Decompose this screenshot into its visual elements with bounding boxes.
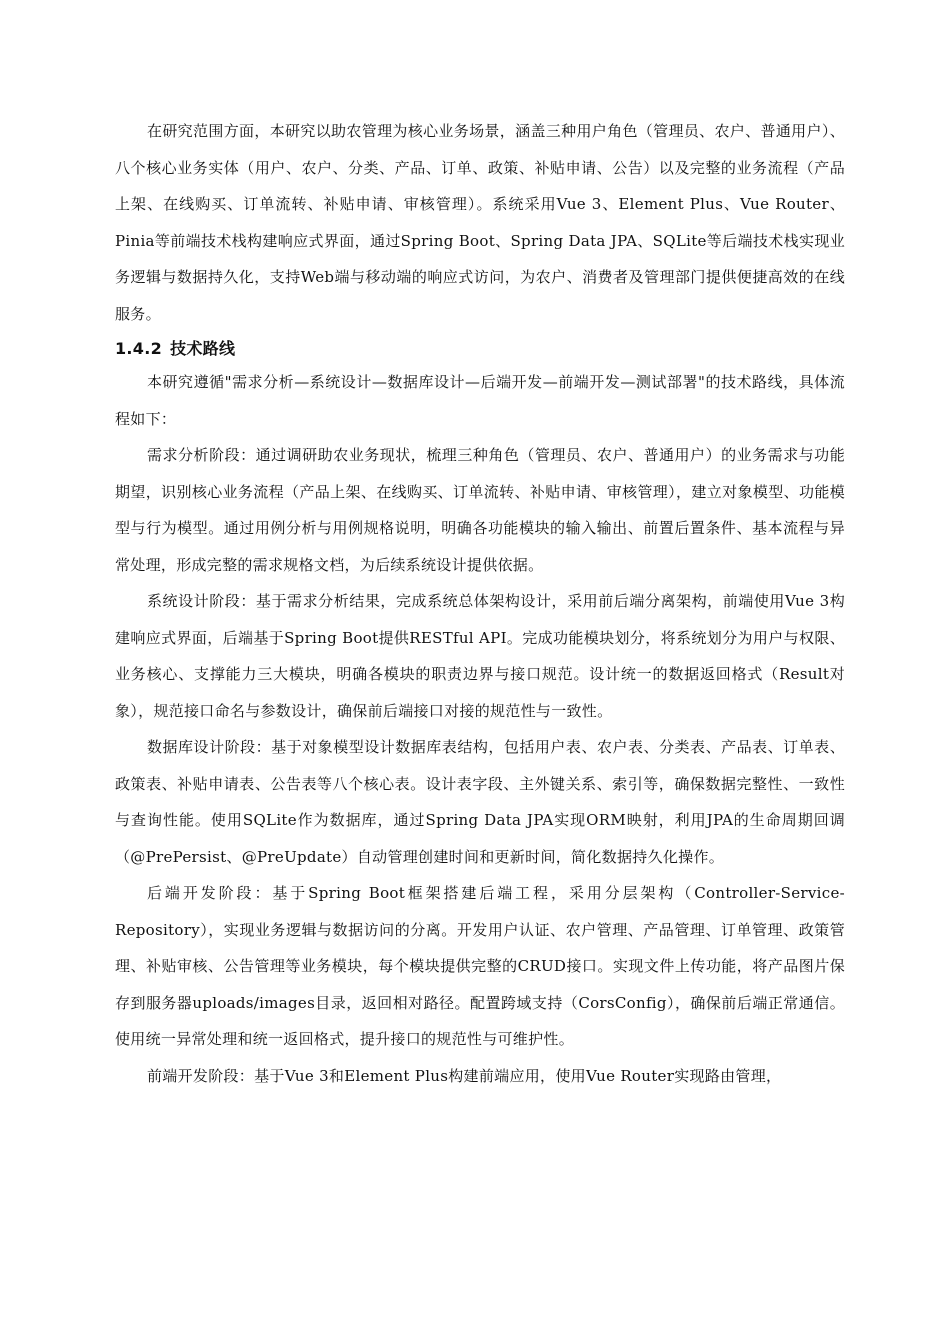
- paragraph-frontend-development: 前端开发阶段：基于Vue 3和Element Plus构建前端应用，使用Vue Router实现路由管理，: [147, 1066, 782, 1085]
- paragraph-database-design: 数据库设计阶段：基于对象模型设计数据库表结构，包括用户表、农户表、分类表、产品表、订单表、政策表、补贴申请表、公告表等八个核心表。设计表字段、主外键关系、索引等，确保数据完整性、一致性与查询性能。使用SQLite作为数据库，通过Spring Data JPA实现ORM映射，利用JPA的生命周期回调（@PrePersist、@PreUpdate）自动管理创建时间和更新时间，简化数据持久化操作。: [115, 738, 845, 866]
- section-heading: [115, 336, 845, 362]
- section-number: 1.4.2: [115, 339, 163, 358]
- paragraph-research-scope: 在研究范围方面，本研究以助农管理为核心业务场景，涵盖三种用户角色（管理员、农户、普通用户）、八个核心业务实体（用户、农户、分类、产品、订单、政策、补贴申请、公告）以及完整的业务流程（产品上架、在线购买、订单流转、补贴申请、审核管理）。系统采用Vue 3、Element Plus、Vue Router、Pinia等前端技术栈构建响应式界面，通过Spring Boot、Spring Data JPA、SQLite等后端技术栈实现业务逻辑与数据持久化，支持Web端与移动端的响应式访问，为农户、消费者及管理部门提供便捷高效的在线服务。: [115, 122, 845, 323]
- paragraph-technical-route-intro: 本研究遵循"需求分析—系统设计—数据库设计—后端开发—前端开发—测试部署"的技术路线，具体流程如下：: [115, 373, 845, 428]
- paragraph-backend-development: 后端开发阶段：基于Spring Boot框架搭建后端工程，采用分层架构（Controller-Service-Repository），实现业务逻辑与数据访问的分离。开发用户认证、农户管理、产品管理、订单管理、政策管理、补贴审核、公告管理等业务模块，每个模块提供完整的CRUD接口。实现文件上传功能，将产品图片保存到服务器uploads/images目录，返回相对路径。配置跨域支持（CorsConfig），确保前后端正常通信。使用统一异常处理和统一返回格式，提升接口的规范性与可维护性。: [115, 884, 845, 1048]
- section-title: 技术路线: [170, 339, 236, 358]
- document-content: [115, 113, 845, 1094]
- paragraph-requirements-analysis: 需求分析阶段：通过调研助农业务现状，梳理三种角色（管理员、农户、普通用户）的业务需求与功能期望，识别核心业务流程（产品上架、在线购买、订单流转、补贴申请、审核管理），建立对象模型、功能模型与行为模型。通过用例分析与用例规格说明，明确各功能模块的输入输出、前置后置条件、基本流程与异常处理，形成完整的需求规格文档，为后续系统设计提供依据。: [115, 446, 845, 574]
- paragraph-system-design: 系统设计阶段：基于需求分析结果，完成系统总体架构设计，采用前后端分离架构，前端使用Vue 3构建响应式界面，后端基于Spring Boot提供RESTful API。完成功能模块划分，将系统划分为用户与权限、业务核心、支撑能力三大模块，明确各模块的职责边界与接口规范。设计统一的数据返回格式（Result对象），规范接口命名与参数设计，确保前后端接口对接的规范性与一致性。: [115, 592, 845, 720]
